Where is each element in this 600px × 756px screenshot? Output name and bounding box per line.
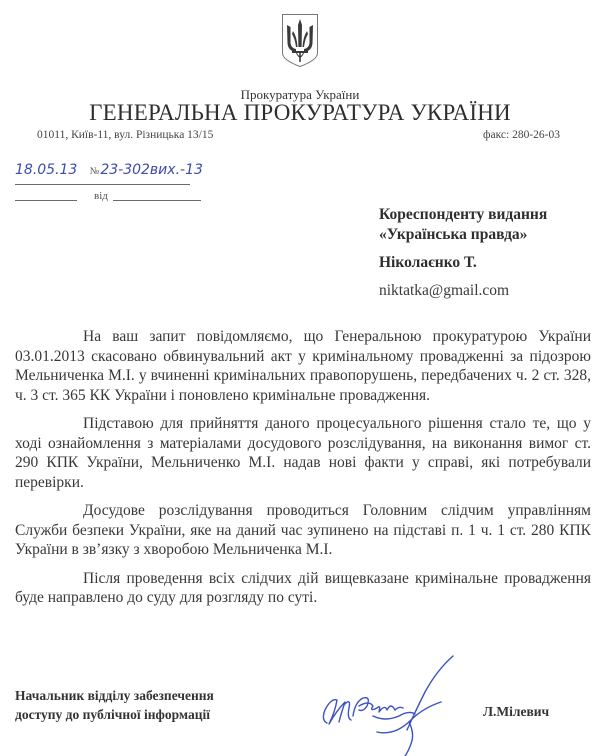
incoming-reference-line	[15, 190, 190, 204]
handwritten-signature-icon	[315, 650, 480, 756]
body-paragraph: Після проведення всіх слідчих дій вищевказане кримінальне провадження буде направлено до суду для розгляду по суті.	[15, 569, 591, 606]
registration-date: 18.05.13	[15, 162, 78, 178]
registration-number: 23-302вих.-13	[100, 162, 203, 178]
signer-name: Л.Мілевич	[483, 704, 550, 719]
tryzub-coat-of-arms-icon	[281, 13, 319, 68]
body-paragraph: Досудове розслідування проводиться Головним слідчим управлінням Служби безпеки України, яке на даний час зупинено на підставі п. 1 ч. 1 ст. 280 КПК України в зв’язку з хворобою Мельниченка М.І.	[15, 502, 591, 558]
blank-number-field	[15, 200, 77, 201]
addressee-email: niktatka@gmail.com	[379, 282, 510, 299]
signer-position-line-2: доступу до публічної інформації	[15, 707, 211, 722]
body-paragraph: Підставою для прийняття даного процесуального рішення стало те, що у ході ознайомлення з матеріалами досудового розслідування, на виконання вимог ст. 290 КПК України, Мельниченко М.І. надав нові факти у справі, які потребували перевірки.	[15, 415, 591, 491]
signer-position	[15, 686, 214, 724]
org-title: ГЕНЕРАЛЬНА ПРОКУРАТУРА УКРАЇНИ	[89, 100, 511, 125]
from-label: від	[94, 190, 108, 202]
blank-date-field	[113, 200, 201, 201]
registration-line	[15, 162, 203, 185]
addressee-line-1: Кореспонденту видання	[379, 206, 548, 223]
body-paragraph: На ваш запит повідомляємо, що Генеральною прокуратурою України 03.01.2013 скасовано обвинувальний акт у кримінальному провадженні за підозрою Мельниченка М.І. у вчиненні кримінальних правопорушень, передбачених ч. 2 ст. 328, ч. 3 ст. 365 КК України і поновлено кримінальне провадження.	[15, 328, 591, 404]
addressee-block	[379, 205, 547, 301]
addressee-line-2: «Українська правда»	[379, 226, 528, 243]
number-sign: №	[89, 166, 100, 177]
org-subtitle: Прокуратура України	[240, 87, 360, 102]
letter-body	[15, 327, 591, 617]
org-address: 01011, Київ-11, вул. Різницька 13/15	[37, 129, 214, 141]
org-fax: факс: 280-26-03	[483, 129, 560, 141]
addressee-name: Ніколаєнко Т.	[379, 254, 477, 271]
signer-position-line-1: Начальник відділу забезпечення	[15, 688, 214, 703]
